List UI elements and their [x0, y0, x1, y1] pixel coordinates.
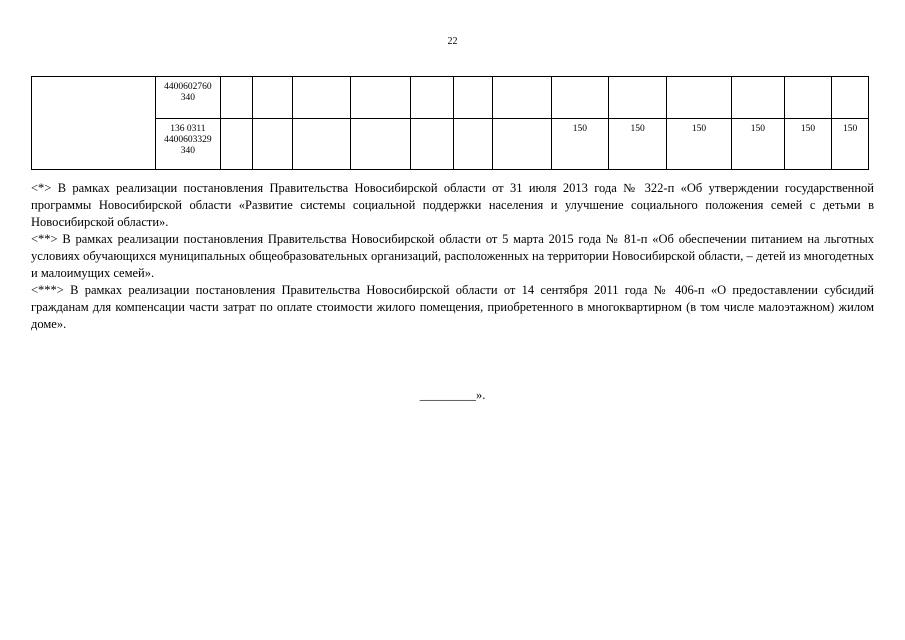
budget-table [31, 76, 869, 170]
footnote: <*> В рамках реализации постановления Правительства Новосибирской области от 31 июля 2013 года № 322-п «Об утверждении государственной программы Новосибирской области «Развитие системы социальной поддержки населения и улучшение социального положения семей с детьми в Новосибирской области». [31, 181, 874, 229]
table-cell [253, 77, 293, 119]
footnote: <**> В рамках реализации постановления Правительства Новосибирской области от 5 марта 2015 года № 81-п «Об обеспечении питанием на льготных условиях обучающихся муниципальных общеобразовательных организаций, расположенных на территории Новосибирской области, – детей из многодетных и малоимущих семей». [31, 232, 874, 280]
table-cell [351, 77, 410, 119]
budget-code-cell [156, 77, 221, 119]
table-cell: 150 [784, 119, 831, 170]
page-number: 22 [447, 36, 458, 47]
table-cell [410, 77, 453, 119]
table-cell [351, 119, 410, 170]
budget-code-line: 4400602760 [164, 82, 212, 92]
table-cell [220, 119, 252, 170]
budget-code-line: 136 0311 [170, 124, 206, 134]
table-cell [220, 77, 252, 119]
budget-code-cell [156, 119, 221, 170]
budget-code-line: 340 [180, 146, 195, 156]
table-cell [492, 119, 551, 170]
table-cell [492, 77, 551, 119]
table-cell [667, 77, 732, 119]
footnotes [31, 180, 874, 333]
table-cell [784, 77, 831, 119]
budget-code-line: 340 [180, 93, 195, 103]
table-cell [551, 77, 608, 119]
table-cell [453, 119, 492, 170]
table-cell [292, 77, 350, 119]
table-cell: 150 [551, 119, 608, 170]
table-cell: 150 [731, 119, 784, 170]
table-row [32, 119, 869, 170]
table-cell: 150 [667, 119, 732, 170]
table-cell [253, 119, 293, 170]
budget-code-line: 4400603329 [164, 135, 212, 145]
table-cell [292, 119, 350, 170]
table-row [32, 77, 869, 119]
table-cell [832, 77, 869, 119]
footnote: <***> В рамках реализации постановления Правительства Новосибирской области от 14 сентября 2011 года № 406-п «О предоставлении субсидий гражданам для компенсации части затрат по оплате стоимости жилого помещения, приобретенного в многоквартирном (в том числе малоэтажном) жилом доме». [31, 283, 874, 331]
table-cell: 150 [832, 119, 869, 170]
table-cell-merged [32, 77, 156, 170]
table-cell: 150 [608, 119, 666, 170]
table-cell [453, 77, 492, 119]
table-cell [608, 77, 666, 119]
table-cell [731, 77, 784, 119]
closing-mark: _________». [419, 388, 486, 402]
table-cell [410, 119, 453, 170]
